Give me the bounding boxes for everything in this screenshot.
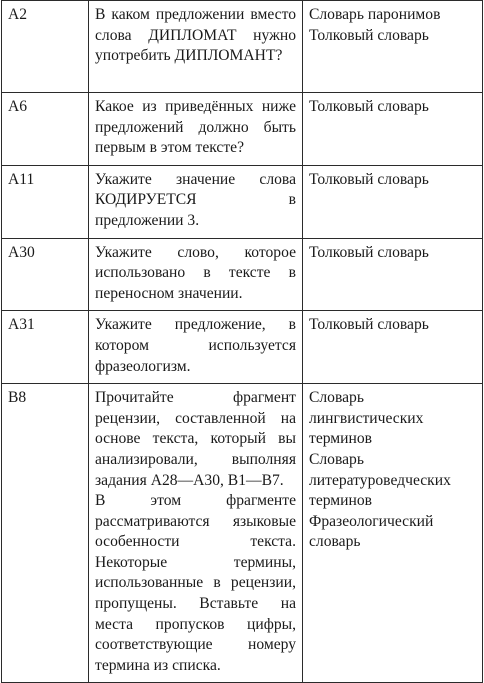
task-question: Укажите значение слова КОДИРУЕТСЯ в предложении 3.: [89, 165, 303, 238]
dictionary-name: Толковый словарь: [309, 26, 429, 44]
dictionary-cell: [303, 384, 483, 683]
dictionary-name: Словарь литературоведческих терминов: [309, 450, 451, 510]
task-question: Укажите предложение, в котором используется фразеологизм.: [89, 311, 303, 384]
task-code: А31: [2, 311, 89, 384]
dictionary-name: Толковый словарь: [309, 98, 429, 115]
task-code: А30: [2, 238, 89, 311]
dictionary-cell: [303, 165, 483, 238]
task-code: А6: [2, 93, 89, 166]
task-question: Укажите слово, которое использовано в тексте в переносном значении.: [89, 238, 303, 311]
dictionary-name: Толковый словарь: [309, 170, 429, 188]
tasks-table: [1, 0, 483, 683]
table-row: [2, 311, 483, 384]
dictionary-cell: [303, 1, 483, 93]
question-paragraph: Прочитайте фрагмент рецензии, составленной на основе текста, который вы анализировали, выполняя задания А28—А30, В1—В7.: [95, 389, 296, 489]
task-question: Какое из приведённых ниже предложений должно быть первым в этом тексте?: [89, 93, 303, 166]
dictionary-cell: [303, 238, 483, 311]
table-row: [2, 238, 483, 311]
dictionary-name: Словарь паронимов: [309, 6, 441, 23]
task-code: А2: [2, 1, 89, 93]
table-row: [2, 384, 483, 683]
question-paragraph: В этом фрагменте рассматриваются языковые особенности текста. Некоторые термины, использованные в рецензии, пропущены. Вставьте на места пропусков цифры, соответствующие номеру термина из списка.: [95, 492, 296, 674]
dictionary-name: Толковый словарь: [309, 243, 429, 261]
task-code: А11: [2, 165, 89, 238]
table-row: [2, 93, 483, 166]
table-row: [2, 165, 483, 238]
dictionary-cell: [303, 93, 483, 166]
dictionary-cell: [303, 311, 483, 384]
table-row: [2, 1, 483, 93]
task-question: [89, 384, 303, 683]
dictionary-name: Фразеологический словарь: [309, 512, 434, 551]
dictionary-name: Словарь лингвистических терминов: [309, 389, 424, 448]
task-code: В8: [2, 384, 89, 683]
dictionary-name: Толковый словарь: [309, 316, 429, 334]
task-question: В каком предложении вместо слова ДИПЛОМАТ нужно употребить ДИПЛОМАНТ?: [89, 1, 303, 93]
